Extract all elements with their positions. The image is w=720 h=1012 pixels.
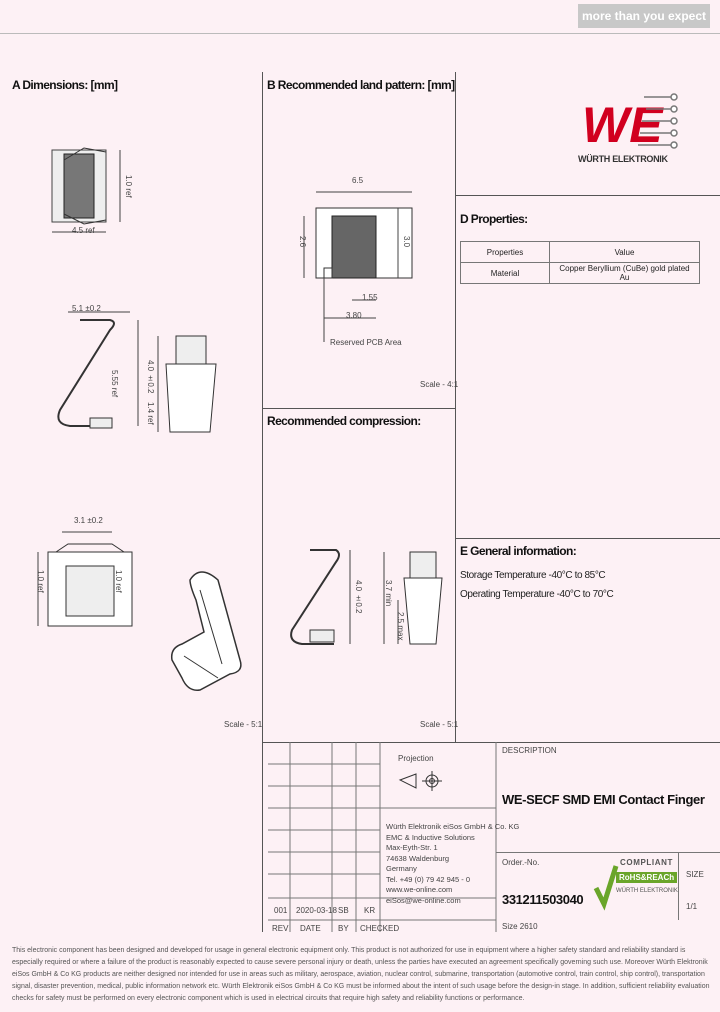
dim-a-h6: 1.0 ref [114, 570, 123, 593]
size-text: Size 2610 [502, 922, 538, 931]
land-label: Reserved PCB Area [330, 338, 402, 347]
dim-a-h2: 5.55 ref [110, 370, 119, 398]
table-header-cell: Properties [461, 242, 550, 263]
slogan-banner: more than you expect [578, 4, 710, 28]
table-header-cell: Value [550, 242, 700, 263]
dim-a-h5: 1.0 ref [36, 570, 45, 593]
land-d1: 1.55 [362, 293, 378, 302]
address-line: eiSos@we-online.com [386, 895, 461, 905]
general-storage: Storage Temperature -40°C to 85°C [460, 570, 606, 581]
dim-a-h3: 4.0 ±0.2 [146, 360, 155, 394]
product-title: WE-SECF SMD EMI Contact Finger [502, 792, 705, 807]
address-line: www.we-online.com [386, 885, 453, 894]
header-divider [0, 33, 720, 34]
table-header-row [461, 242, 700, 263]
land-h2: 3.0 [402, 236, 411, 248]
scale-c: Scale - 5:1 [420, 720, 459, 729]
dim-a-w2: 5.1 ±0.2 [72, 304, 101, 313]
date-header: DATE [300, 924, 321, 933]
drawing-land-pattern [290, 180, 450, 350]
dim-a-w1: 4.5 ref [72, 226, 95, 235]
compliance-mid: RoHS&REACh [616, 872, 677, 883]
table-row [461, 263, 700, 284]
size-label: SIZE [686, 870, 704, 879]
title-block [268, 742, 720, 932]
drawing-isometric-view [160, 560, 250, 700]
compliance-top: COMPLIANT [620, 858, 673, 867]
properties-table [460, 241, 700, 284]
customer-label: DESCRIPTION [502, 746, 557, 755]
general-operating: Operating Temperature -40°C to 70°C [460, 589, 614, 600]
dim-a-h4: 1.4 ref [146, 402, 155, 425]
brand-name: WÜRTH ELEKTRONIK [578, 154, 668, 164]
by-header: BY [338, 924, 349, 933]
comp-h3: 2.5 max [396, 612, 405, 641]
scale-a: Scale - 5:1 [224, 720, 263, 729]
brand-logo [578, 82, 688, 172]
drawing-compression [280, 540, 450, 660]
order-label: Order.-No. [502, 858, 540, 867]
address-block [386, 822, 519, 906]
divider-e [455, 538, 720, 539]
section-d-heading: D Properties: [460, 212, 528, 226]
checked-header: CHECKED [360, 924, 400, 933]
land-w: 6.5 [352, 176, 364, 185]
comp-h2: 3.7 min [384, 580, 393, 607]
dim-a-w3: 3.1 ±0.2 [74, 516, 103, 525]
section-a-heading: A Dimensions: [mm] [12, 78, 118, 92]
divider-b [262, 408, 455, 409]
address-line: Tel. +49 (0) 79 42 945 - 0 [386, 874, 471, 884]
land-h1: 2.6 [298, 236, 307, 248]
comp-h1: 4.0 ±0.2 [354, 580, 363, 614]
rev-by-value: SB [338, 906, 349, 915]
rev-checked-value: KR [364, 906, 376, 915]
rev-value: 001 [274, 906, 288, 915]
compliance-badge [594, 856, 678, 914]
svg-text:WE: WE [582, 97, 663, 153]
footer-disclaimer: This electronic component has been designed and developed for usage in general electronic equipment only. This product is not authorized for use in equipment where a higher safety standard and reliability standard is especially required or where a failure of the product is reasonably expected to cause severe personal injury or death, unless the parties have executed an agreement specifically governing such use. Moreover Würth Elektronik eiSos GmbH & Co KG products are neither designed nor intended for use in areas such as military, aerospace, aviation, nuclear control, submarine, transportation (automotive control, train control, ship control), transportation signal, disaster prevention, medical, public information network etc. Würth Elektronik eiSos GmbH & Co KG must be informed about the intent of such usage before the design-in stage. In addition, sufficient reliability evaluation checks for safety must be performed on every electronic component which is used in electrical circuits that require high safety and reliability functions or performance. [12, 947, 710, 1002]
checkmark-icon [594, 864, 618, 908]
projection-label: Projection [398, 754, 434, 763]
projection-icon [398, 766, 444, 796]
divider-col1 [262, 72, 263, 932]
size-divider [678, 852, 679, 920]
section-b-heading: B Recommended land pattern: [mm] [267, 78, 455, 92]
table-cell: Material [461, 263, 550, 284]
address-line: Max-Eyth-Str. 1 [386, 843, 438, 852]
drawing-side-view [40, 300, 240, 450]
land-d2: 3.80 [346, 311, 362, 320]
divider-d [455, 195, 720, 196]
scale-b: Scale - 4:1 [420, 380, 459, 389]
rev-header: REV [272, 924, 289, 933]
address-line: Würth Elektronik eiSos GmbH & Co. KG [386, 822, 520, 831]
rev-date-value: 2020-03-18 [296, 906, 337, 915]
address-line: EMC & Inductive Solutions [386, 832, 475, 842]
table-cell: Copper Beryllium (CuBe) gold plated Au [550, 263, 700, 284]
part-number: 331211503040 [502, 892, 584, 907]
address-line: Germany [386, 864, 417, 873]
compliance-bot: WÜRTH ELEKTRONIK [616, 888, 678, 894]
dim-a-h1: 1.0 ref [124, 175, 133, 198]
title-divider [496, 852, 720, 853]
section-c-heading: Recommended compression: [267, 414, 421, 428]
section-e-heading: E General information: [460, 544, 577, 558]
divider-col2 [455, 72, 456, 742]
address-line: 74638 Waldenburg [386, 853, 450, 863]
page-number: 1/1 [686, 902, 698, 911]
